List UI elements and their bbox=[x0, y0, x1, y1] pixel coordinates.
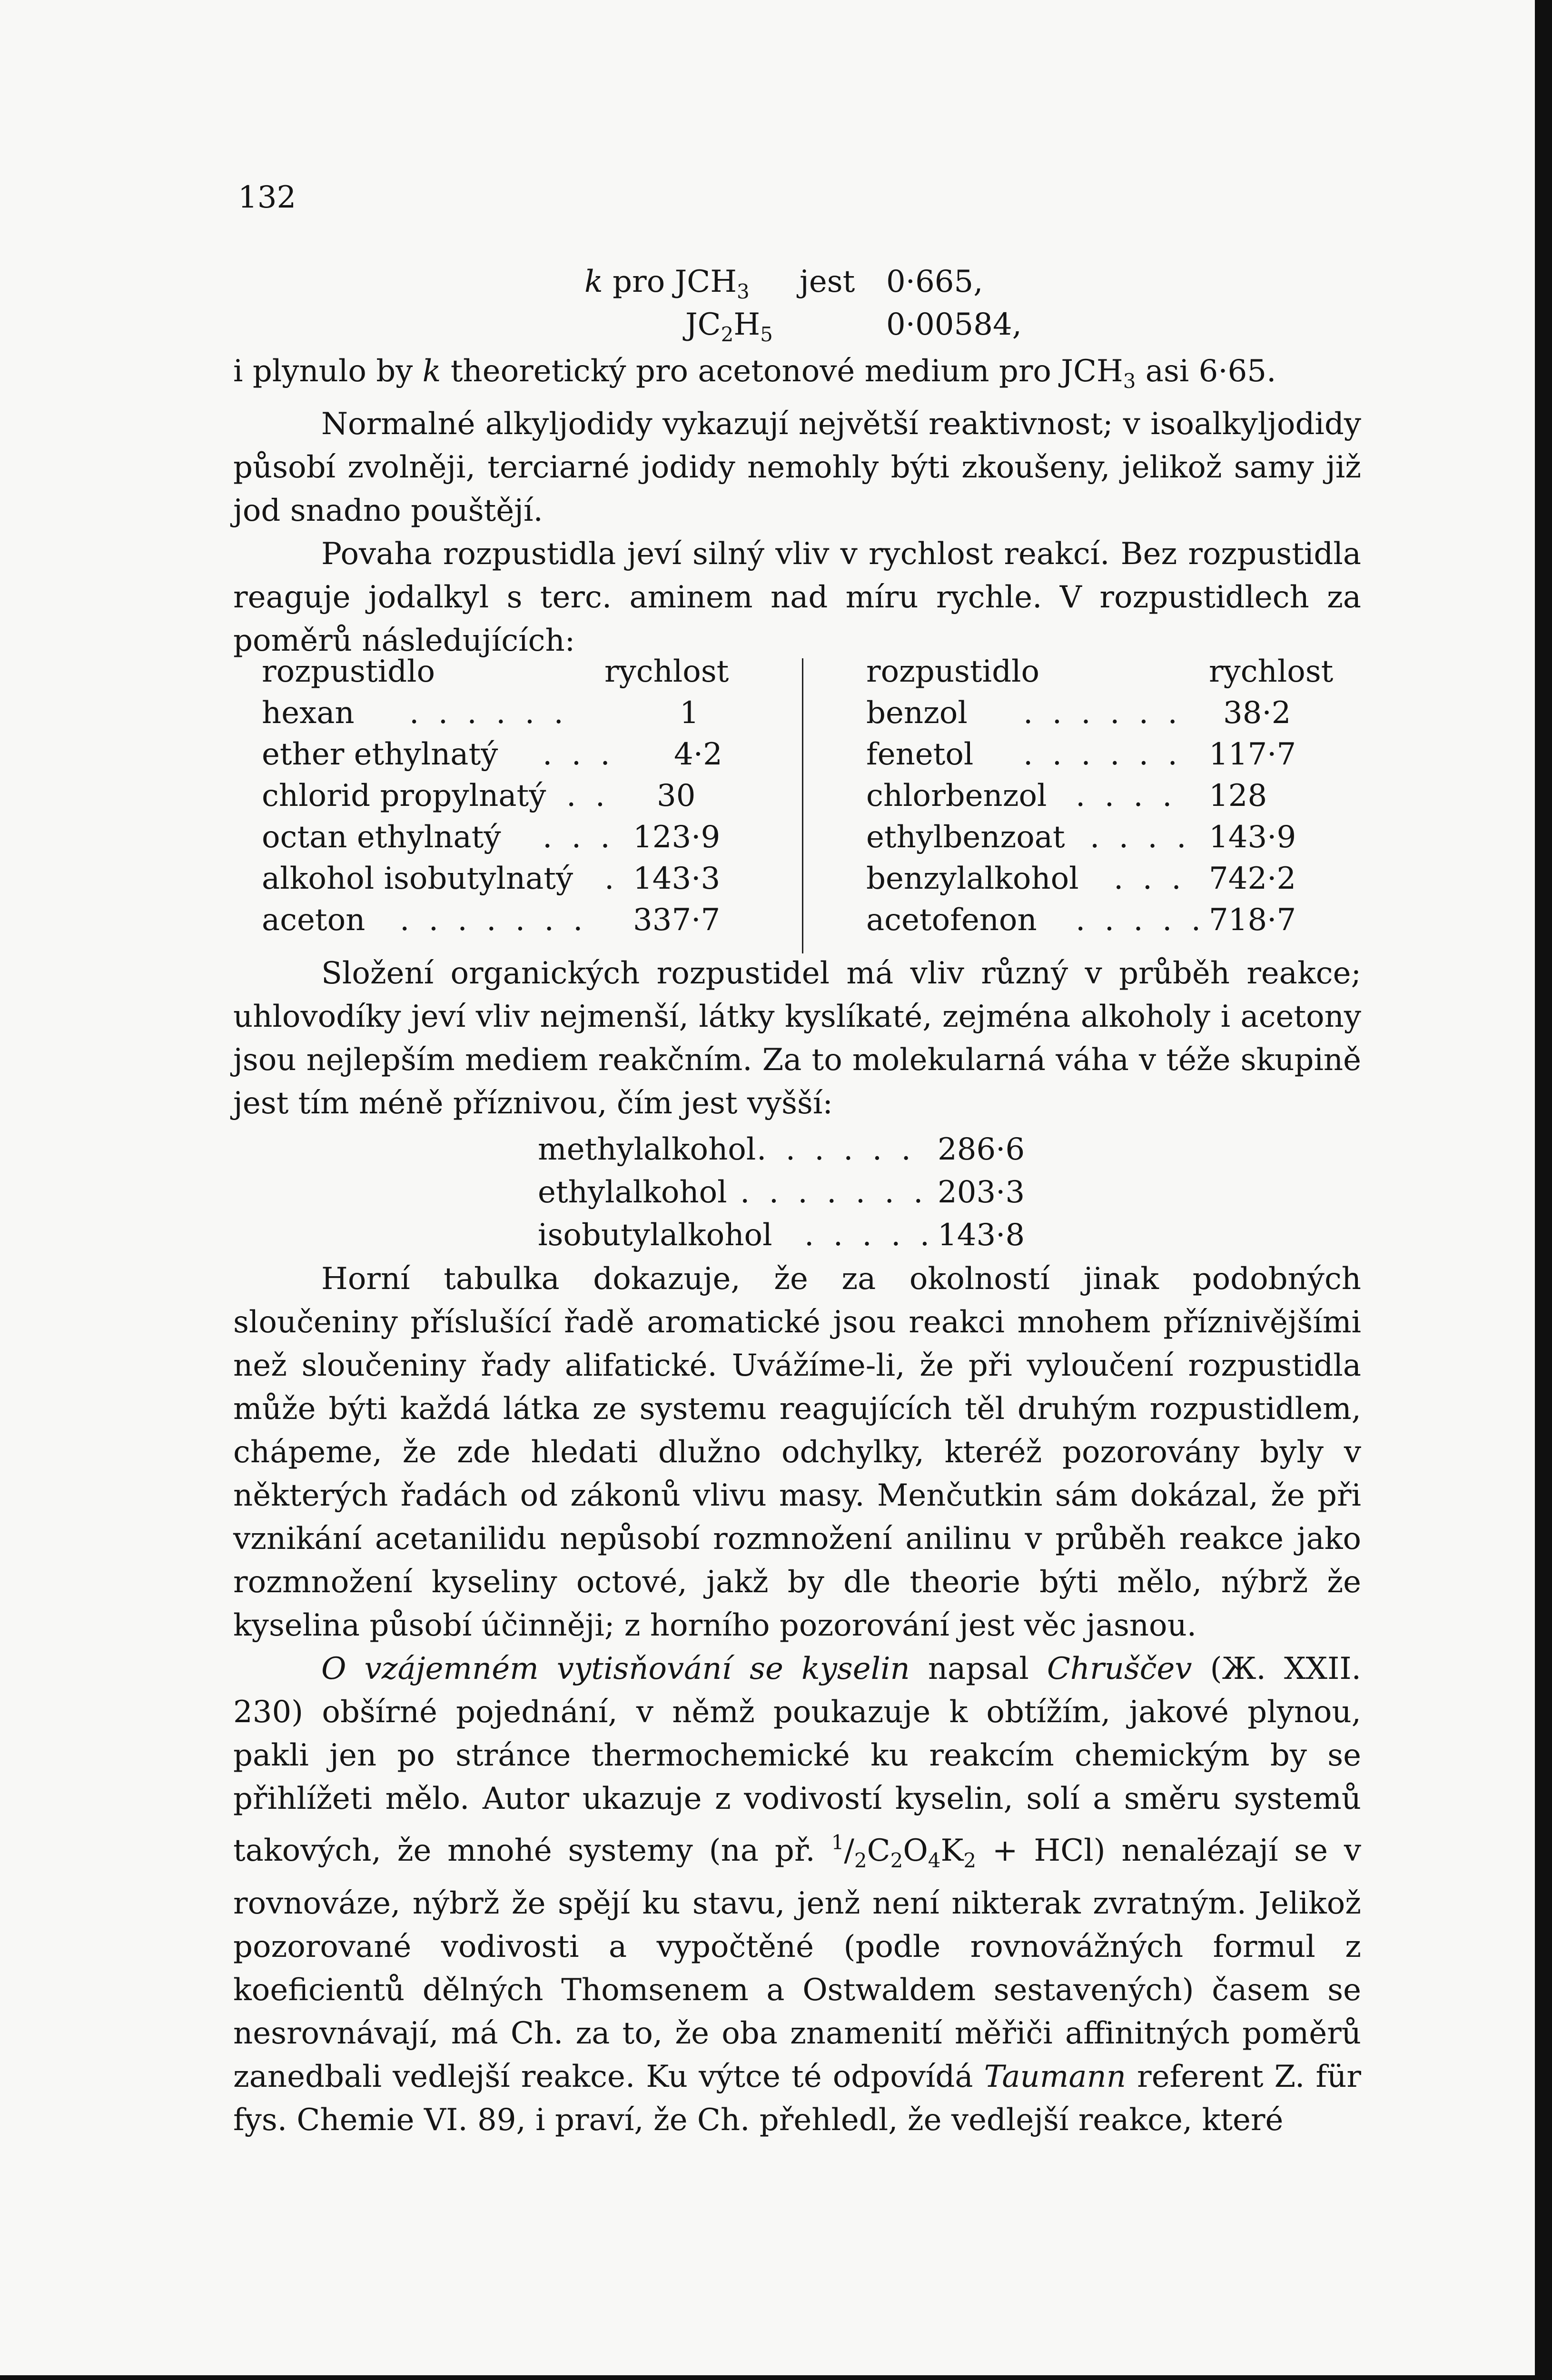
table-row bbox=[262, 900, 738, 941]
article-title: O vzájemném vytisňování se kyselin bbox=[321, 1651, 910, 1686]
table-row bbox=[262, 775, 738, 817]
leader-dots: . . . . . bbox=[1076, 902, 1206, 938]
rate-value: 337·7 bbox=[633, 902, 721, 938]
rate-value: 143·3 bbox=[633, 861, 721, 896]
rate-value: 742·2 bbox=[1209, 861, 1296, 896]
text-span: referent Z. für fys. Chemie VI. 89, i praví, že Ch. přehledl, že vedlejší reakce, které bbox=[233, 2059, 1362, 2138]
formula-sub-5: 5 bbox=[760, 323, 773, 346]
rate-value: 143·8 bbox=[938, 1218, 1025, 1253]
solvent-table-left bbox=[262, 651, 738, 941]
header-rozpustidlo: rozpustidlo bbox=[262, 654, 435, 689]
solvent-name: ethylbenzoat bbox=[866, 820, 1065, 855]
leader-dots: . . . . . bbox=[804, 1218, 935, 1253]
leader-dots: . . . . . . bbox=[1023, 737, 1182, 772]
paragraph-slozeni: Složení organických rozpustidel má vliv různý v průběh reakce; uhlovodíky jeví vliv nejmenší, látky kyslíkaté, zejména alkoholy i acetony jsou nejlepším mediem reakčním. Za to molekularná váha v téže skupině jest tím méně příznivou, čím jest vyšší: bbox=[233, 956, 1361, 1121]
paragraph-alkyljodidy: Normalné alkyljodidy vykazují největší reaktivnost; v isoalkyljodidy působí zvolněji, terciarné jodidy nemohly býti zkoušeny, jelikož samy již jod snadno pouštějí. bbox=[233, 407, 1361, 528]
text-block-top bbox=[233, 350, 1361, 663]
table-row bbox=[866, 900, 1366, 941]
k-symbol: k bbox=[584, 264, 603, 299]
alcohol-name: isobutylalkohol bbox=[538, 1218, 772, 1253]
text-span: i plynulo by bbox=[233, 354, 423, 389]
table-row bbox=[866, 858, 1366, 900]
table-row bbox=[866, 775, 1366, 817]
header-rychlost: rychlost bbox=[1209, 654, 1334, 689]
rate-value: 38·2 bbox=[1223, 695, 1291, 731]
referee-name: Taumann bbox=[984, 2059, 1126, 2094]
rate-value: 128 bbox=[1209, 778, 1267, 813]
solvent-name: benzol bbox=[866, 695, 968, 731]
rate-value: 30 bbox=[657, 778, 696, 813]
header-rychlost: rychlost bbox=[604, 654, 729, 689]
table-row bbox=[538, 1171, 1061, 1214]
formula-pro-text: pro JCH bbox=[603, 264, 737, 299]
paragraph-povaha: Povaha rozpustidla jeví silný vliv v rychlost reakcí. Bez rozpustidla reaguje jodalkyl s terc. aminem nad míru rychle. V rozpustidlech za poměrů následujících: bbox=[233, 536, 1361, 658]
solvent-table-right bbox=[866, 651, 1366, 941]
table-row bbox=[538, 1214, 1061, 1257]
table-header bbox=[262, 651, 738, 693]
table-divider bbox=[802, 658, 803, 953]
table-row bbox=[866, 734, 1366, 775]
alcohol-name: ethylalkohol bbox=[538, 1175, 727, 1210]
formula-jc: JC bbox=[685, 307, 721, 342]
rate-value: 117·7 bbox=[1209, 737, 1296, 772]
text-block-middle bbox=[233, 952, 1361, 1125]
table-row bbox=[262, 734, 738, 775]
paragraph-continuation bbox=[233, 350, 1361, 403]
leader-dots: . . bbox=[566, 778, 610, 813]
table-row bbox=[262, 817, 738, 858]
leader-dots: . . . . bbox=[1076, 778, 1177, 813]
rate-value: 4·2 bbox=[674, 737, 722, 772]
leader-dots: . . . . . . . bbox=[400, 902, 588, 938]
solvent-name: chlorid propylnatý bbox=[262, 778, 546, 813]
solvent-name: alkohol isobutylnatý bbox=[262, 861, 573, 896]
leader-dots: . . . . . . . bbox=[740, 1175, 928, 1210]
alcohol-name: methylalkohol bbox=[538, 1132, 756, 1167]
leader-dots: . . . . bbox=[1090, 820, 1191, 855]
scan-edge-right bbox=[1535, 0, 1552, 2380]
table-row bbox=[262, 693, 738, 734]
formula-jest: jest bbox=[800, 264, 855, 299]
leader-dots: . . . bbox=[543, 820, 615, 855]
leader-dots: . . . . . . bbox=[1023, 695, 1182, 731]
text-span: napsal bbox=[909, 1651, 1047, 1686]
text-span: (Ж. XXII. 230) obšírné pojednání, v němž poukazuje k obtížím, jakové plynou, pakli jen po stránce thermochemické ku reakcím chemickým by se přihlížeti mělo. Autor ukazuje z vodivostí kyselin, solí a směru systemů takových, že mnohé systemy (na př. bbox=[233, 1651, 1362, 1868]
subscript: 2 bbox=[890, 1849, 903, 1872]
author-name: Chruščev bbox=[1047, 1651, 1192, 1686]
rate-value: 286·6 bbox=[938, 1132, 1025, 1167]
solvent-name: fenetol bbox=[866, 737, 974, 772]
alcohol-table bbox=[538, 1128, 1061, 1257]
page-number: 132 bbox=[238, 180, 297, 215]
formula-part: + HCl) bbox=[976, 1833, 1106, 1868]
rate-value: 203·3 bbox=[938, 1175, 1025, 1210]
table-row bbox=[866, 693, 1366, 734]
formula-part: / bbox=[844, 1833, 854, 1868]
rate-value: 123·9 bbox=[633, 820, 721, 855]
scan-edge-bottom bbox=[0, 2375, 1552, 2380]
paragraph-horni: Horní tabulka dokazuje, že za okolností jinak podobných sloučeniny příslušící řadě aromatické jsou reakci mnohem příznivějšími než sloučeniny řady alifatické. Uvážíme-li, že při vyloučení rozpustidla může býti každá látka ze systemu reagujících těl druhým rozpustidlem, chápeme, že zde hledati dlužno odchylky, kteréž pozorovány byly v některých řadách od zákonů vlivu masy. Menčutkin sám dokázal, že při vznikání acetanilidu nepůsobí rozmnožení anilinu v průběh reakce jako rozmnožení kyseliny octové, jakž by dle theorie býti mělo, nýbrž že kyselina působí účinněji; z horního pozorování jest věc jasnou. bbox=[233, 1261, 1361, 1643]
formula-line-1-left bbox=[584, 264, 750, 303]
rate-value: 1 bbox=[680, 695, 699, 731]
leader-dots: . bbox=[604, 861, 619, 896]
formula-part: O bbox=[903, 1833, 928, 1868]
text-span: nenalézají se v rovnováze, nýbrž že spějí ku stavu, jenž není nikterak zvratným. Jelikož pozorované vodivosti a vypočtěné (podle rovnovážných formul z koeficientů dělných Thomsenem a Ostwaldem sestavených) časem se nesrovnávají, má Ch. za to, že oba znamenití měřiči affinitných poměrů zanedbali vedlejší reakce. Ku výtce té odpovídá bbox=[233, 1833, 1362, 2094]
paragraph-chruscev bbox=[233, 1647, 1361, 2142]
text-span: theoretický pro acetonové medium pro JCH bbox=[441, 354, 1123, 389]
subscript: 2 bbox=[963, 1849, 977, 1872]
solvent-name: octan ethylnatý bbox=[262, 820, 501, 855]
k-symbol-inline: k bbox=[422, 354, 441, 389]
formula-part: C bbox=[867, 1833, 890, 1868]
table-row bbox=[866, 817, 1366, 858]
leader-dots: . . . . . . bbox=[757, 1132, 916, 1167]
solvent-name: benzylalkohol bbox=[866, 861, 1079, 896]
subscript: 3 bbox=[1123, 369, 1136, 393]
table-header bbox=[866, 651, 1366, 693]
solvent-name: acetofenon bbox=[866, 902, 1037, 938]
header-rozpustidlo: rozpustidlo bbox=[866, 654, 1040, 689]
solvent-name: chlorbenzol bbox=[866, 778, 1047, 813]
subscript: 2 bbox=[854, 1849, 867, 1872]
solvent-name: aceton bbox=[262, 902, 366, 938]
formula-part: K bbox=[940, 1833, 964, 1868]
leader-dots: . . . bbox=[1114, 861, 1186, 896]
rate-value: 718·7 bbox=[1209, 902, 1296, 938]
formula-value-2: 0·00584, bbox=[886, 307, 1022, 342]
formula-line-2-name bbox=[685, 307, 773, 346]
formula-value-1: 0·665, bbox=[886, 264, 983, 299]
formula-h: H bbox=[733, 307, 761, 342]
text-span: asi 6·65. bbox=[1136, 354, 1276, 389]
solvent-name: hexan bbox=[262, 695, 355, 731]
rate-value: 143·9 bbox=[1209, 820, 1296, 855]
formula-sub-2: 2 bbox=[721, 323, 734, 346]
subscript: 4 bbox=[928, 1849, 941, 1872]
table-row bbox=[538, 1128, 1061, 1171]
leader-dots: . . . bbox=[543, 737, 615, 772]
formula-subscript: 3 bbox=[737, 280, 750, 303]
leader-dots: . . . . . . bbox=[409, 695, 568, 731]
text-block-bottom bbox=[233, 1258, 1361, 2142]
solvent-name: ether ethylnatý bbox=[262, 737, 498, 772]
superscript: 1 bbox=[831, 1831, 844, 1854]
table-row bbox=[262, 858, 738, 900]
